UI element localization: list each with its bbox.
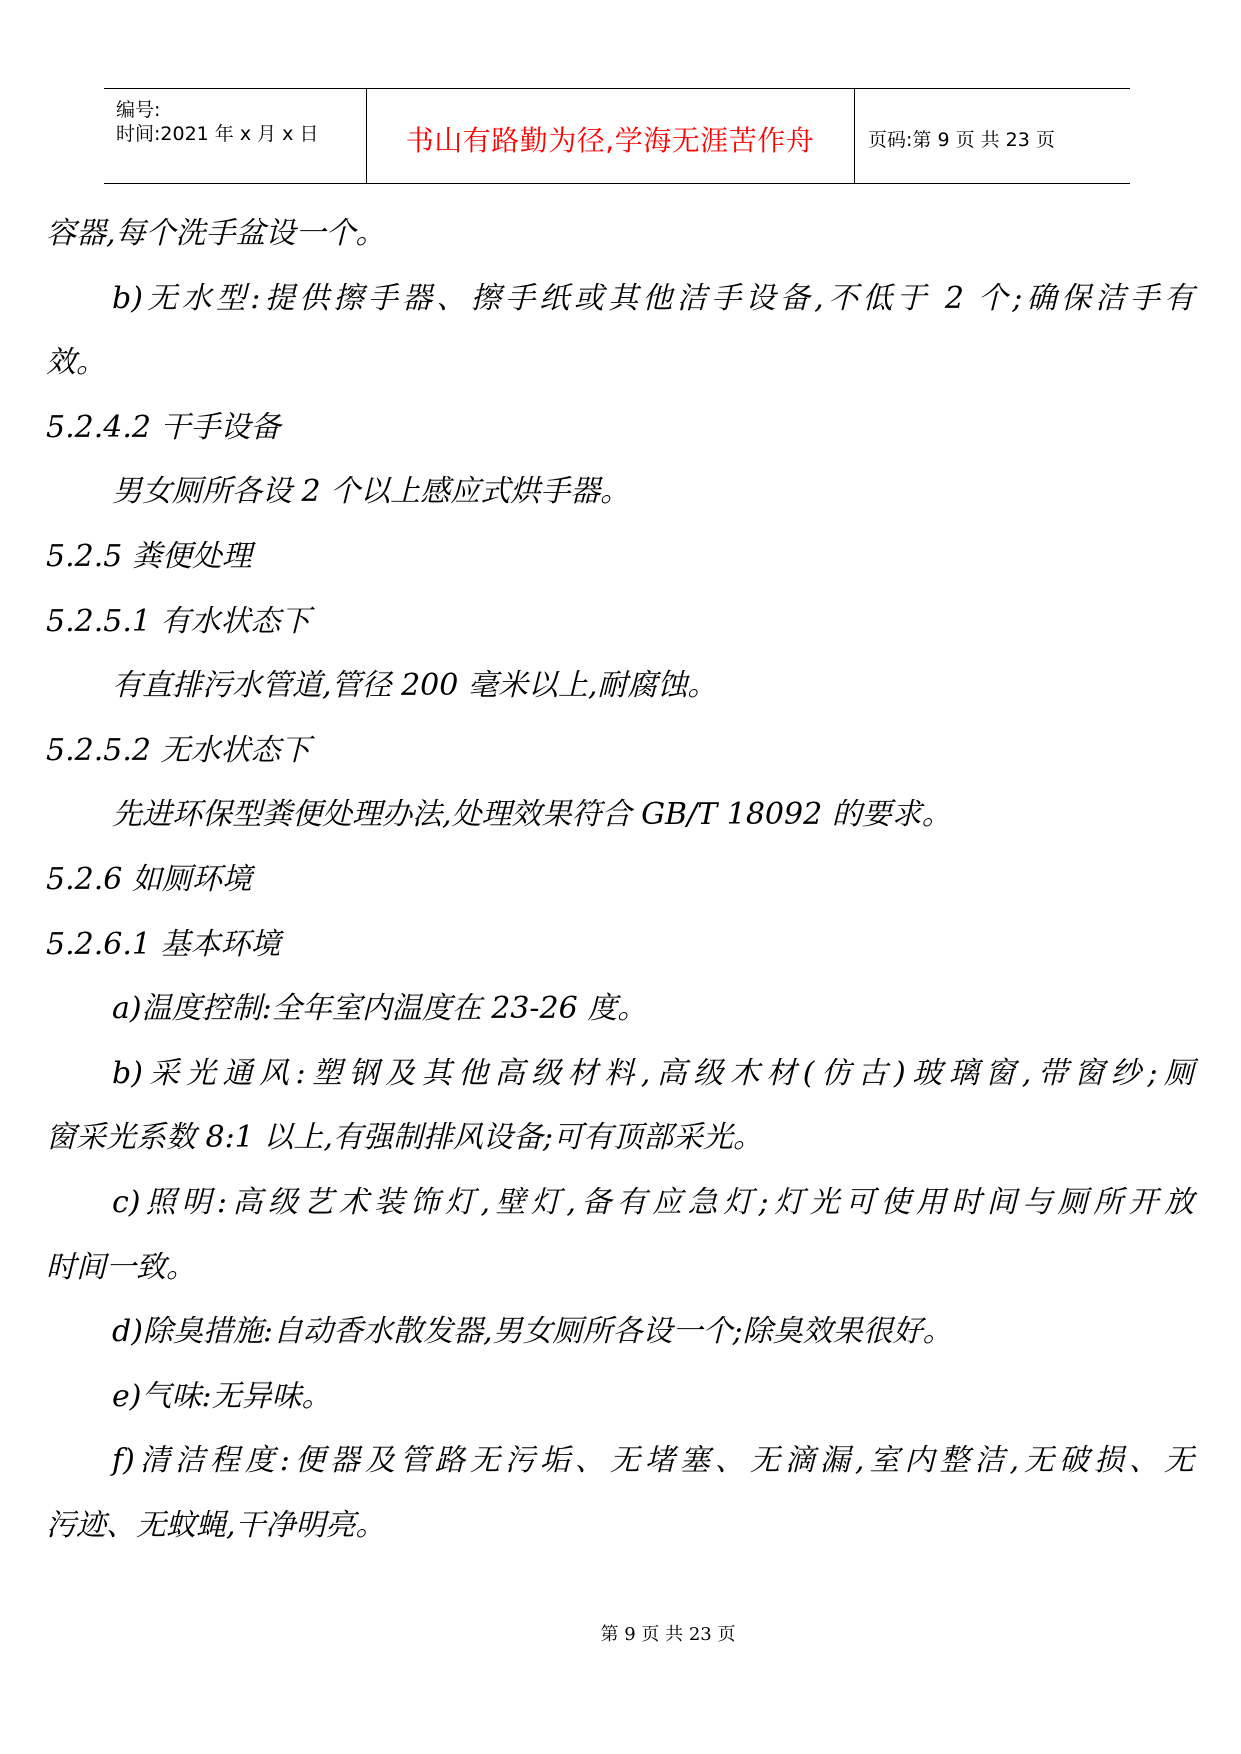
body-line: a)温度控制:全年室内温度在 23-26 度。 [112, 991, 648, 1027]
body-line: f)清洁程度:便器及管路无污垢、无堵塞、无滴漏,室内整洁,无破损、无 [112, 1443, 1194, 1479]
body-line: 先进环保型粪便处理办法,处理效果符合 GB/T 18092 的要求。 [112, 797, 952, 833]
section-heading: 5.2.4.2 干手设备 [46, 409, 281, 445]
body-line: c)照明:高级艺术装饰灯,壁灯,备有应急灯;灯光可使用时间与厕所开放 [112, 1184, 1194, 1220]
body-line: b)无水型:提供擦手器、擦手纸或其他洁手设备,不低于 2 个;确保洁手有 [112, 280, 1194, 316]
page-footer: 第 9 页 共 23 页 [600, 1624, 736, 1645]
body-line: d)除臭措施:自动香水散发器,男女厕所各设一个;除臭效果很好。 [112, 1314, 953, 1350]
body-line: 有直排污水管道,管径 200 毫米以上,耐腐蚀。 [112, 668, 718, 704]
section-heading: 5.2.6.1 基本环境 [46, 926, 281, 962]
body-line: b)采光通风:塑钢及其他高级材料,高级木材(仿古)玻璃窗,带窗纱;厕 [112, 1055, 1194, 1091]
body-line: 窗采光系数 8:1 以上,有强制排风设备;可有顶部采光。 [46, 1120, 763, 1156]
header-right-cell [854, 89, 1130, 183]
header-motto: 书山有路勤为径,学海无涯苦作舟 [405, 124, 815, 157]
document-body [46, 214, 1194, 1570]
body-line: 男女厕所各设 2 个以上感应式烘手器。 [112, 474, 631, 510]
body-line: 效。 [46, 345, 106, 381]
body-line: e)气味:无异味。 [112, 1378, 332, 1414]
body-line: 污迹、无蚊蝇,干净明亮。 [46, 1507, 386, 1543]
section-heading: 5.2.5.1 有水状态下 [46, 603, 311, 639]
document-number-label: 编号: [116, 99, 161, 121]
section-heading: 5.2.6 如厕环境 [46, 861, 252, 897]
header-left-cell [104, 89, 367, 183]
section-heading: 5.2.5 粪便处理 [46, 538, 252, 574]
body-line: 容器,每个洗手盆设一个。 [46, 216, 386, 251]
page-header [104, 88, 1130, 184]
section-heading: 5.2.5.2 无水状态下 [46, 732, 311, 768]
body-line: 时间一致。 [46, 1249, 196, 1285]
document-time-label: 时间:2021 年 x 月 x 日 [116, 123, 319, 145]
header-page-number: 页码:第 9 页 共 23 页 [868, 129, 1055, 151]
header-middle-cell [366, 89, 855, 183]
